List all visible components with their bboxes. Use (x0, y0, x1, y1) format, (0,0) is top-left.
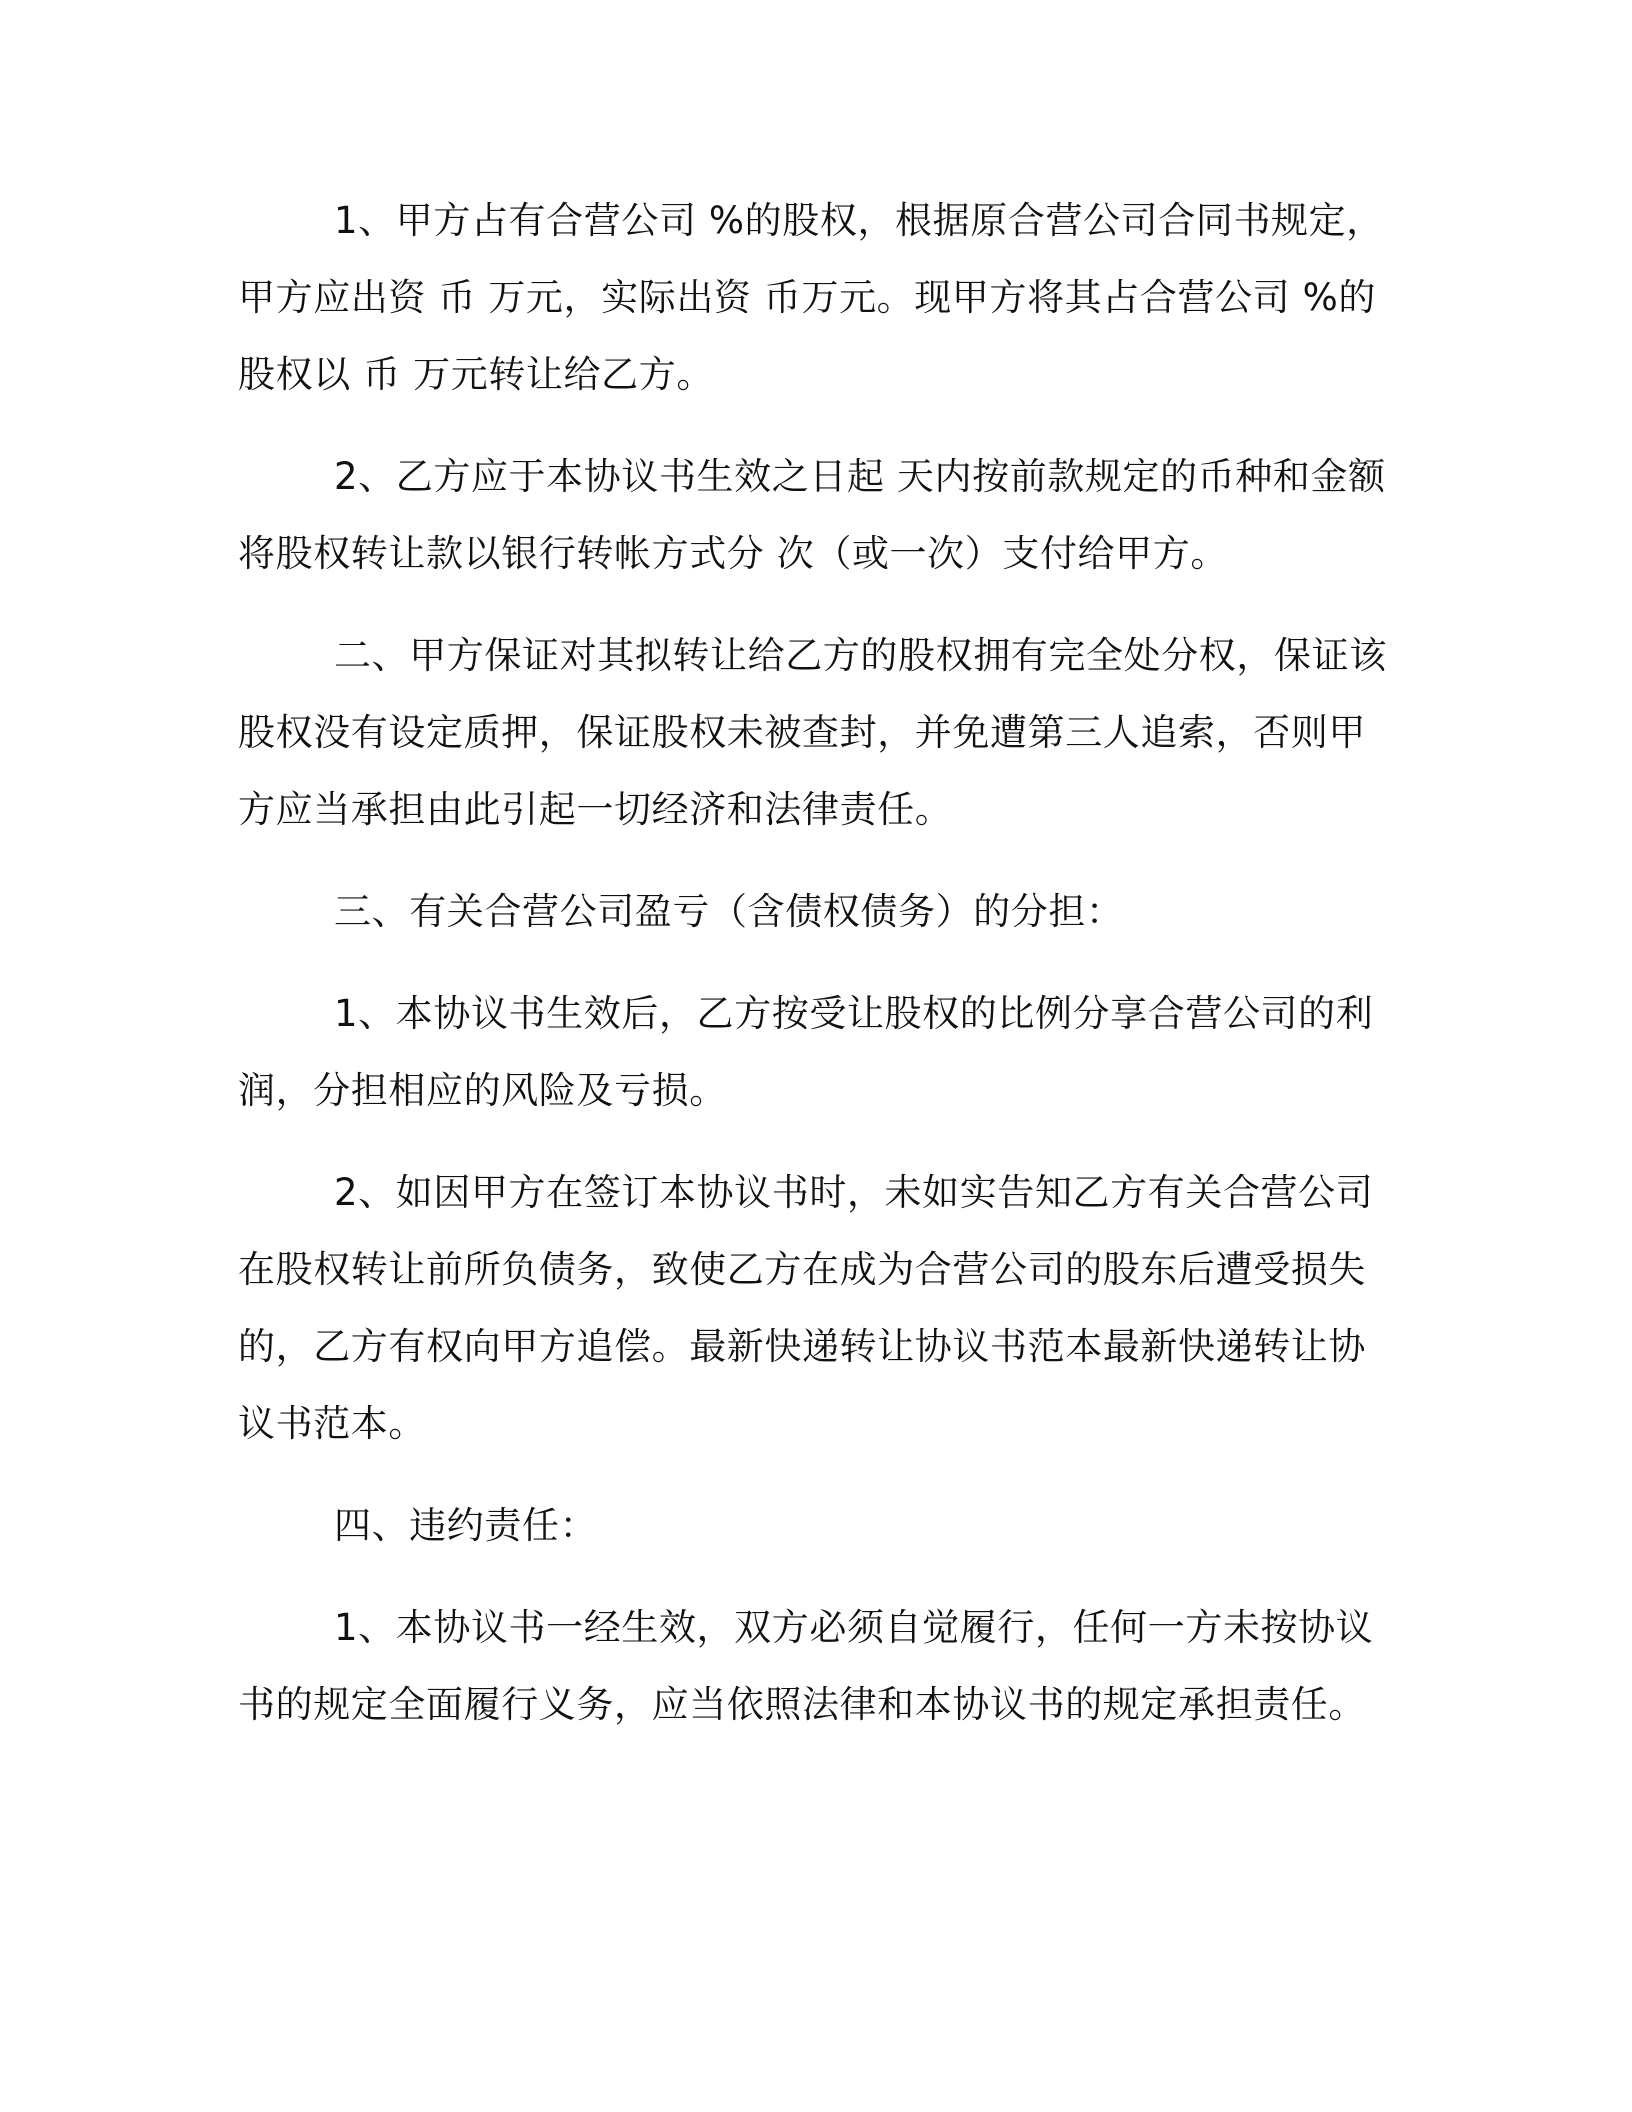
paragraph-payment-term: 2、乙方应于本协议书生效之日起 天内按前款规定的币种和金额将股权转让款以银行转帐方式分 次（或一次）支付给甲方。 (238, 455, 1386, 575)
paragraph-profit-sharing: 1、本协议书生效后，乙方按受让股权的比例分享合营公司的利润，分担相应的风险及亏损。 (238, 992, 1374, 1112)
paragraph-debt-liability: 2、如因甲方在签订本协议书时，未如实告知乙方有关合营公司在股权转让前所负债务，致使乙方在成为合营公司的股东后遭受损失的，乙方有权向甲方追偿。最新快递转让协议书范本最新快递转让协议书范本。 (238, 1171, 1374, 1445)
paragraph-transfer-share: 1、甲方占有合营公司 %的股权，根据原合营公司合同书规定，甲方应出资 币 万元，实际出资 币万元。现甲方将其占合营公司 %的股权以 币 万元转让给乙方。 (238, 199, 1384, 396)
heading-section-four: 四、违约责任： (334, 1504, 598, 1547)
paragraph-breach-liability: 1、本协议书一经生效，双方必须自觉履行，任何一方未按协议书的规定全面履行义务，应当依照法律和本协议书的规定承担责任。 (238, 1606, 1374, 1726)
paragraph-section-two-guarantee: 二、甲方保证对其拟转让给乙方的股权拥有完全处分权，保证该股权没有设定质押，保证股权未被查封，并免遭第三人追索，否则甲方应当承担由此引起一切经济和法律责任。 (238, 634, 1387, 831)
heading-section-three: 三、有关合营公司盈亏（含债权债务）的分担： (334, 890, 1124, 933)
document-body (238, 182, 1388, 1768)
